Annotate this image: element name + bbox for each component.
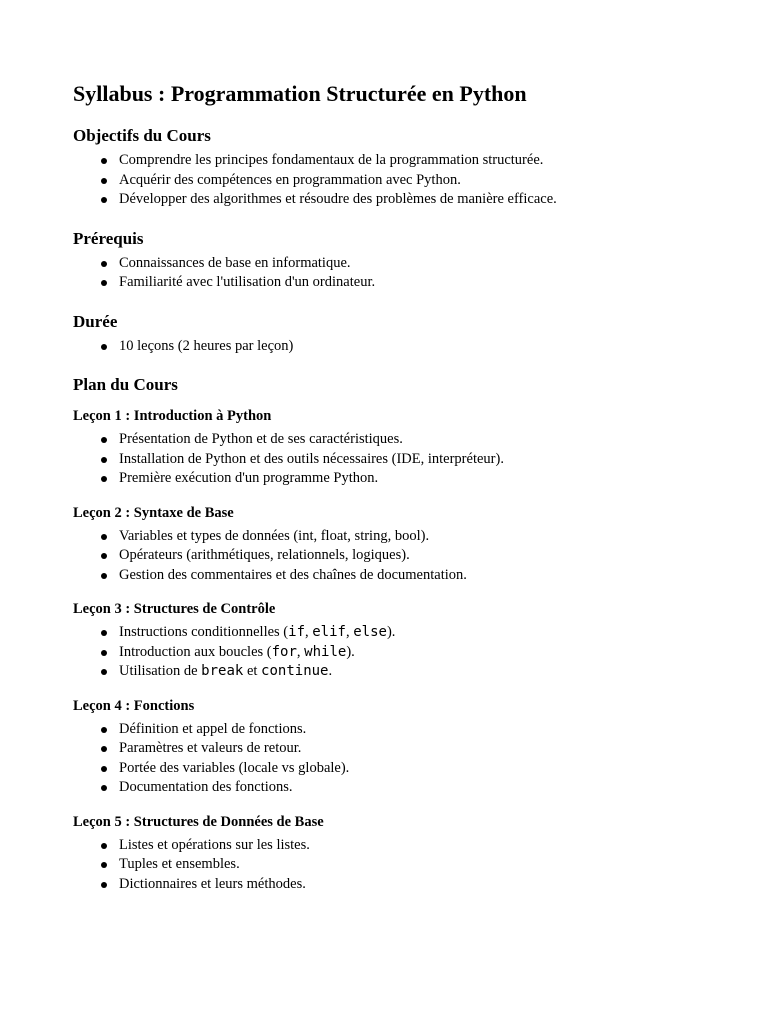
item-end: ). [346,643,355,660]
list-item: Variables et types de données (int, float, string, bool). [119,527,695,547]
item-text: Introduction aux boucles ( [119,643,272,660]
section-heading-objectifs: Objectifs du Cours [73,126,211,145]
code-keyword: elif [312,624,346,640]
code-keyword: break [201,663,244,679]
lesson-1 [73,406,695,489]
lesson-list [73,527,695,586]
list-item: 10 leçons (2 heures par leçon) [119,337,695,357]
lesson-4 [73,696,695,798]
duree-list [73,337,695,357]
item-separator: , [345,624,354,640]
lesson-title: Leçon 2 : Syntaxe de Base [73,504,234,521]
lesson-title: Leçon 5 : Structures de Données de Base [73,813,324,830]
list-item [119,643,695,663]
list-item: Listes et opérations sur les listes. [119,836,695,856]
list-item [119,662,695,682]
lesson-3 [73,599,695,682]
item-separator: , [296,643,305,660]
list-item [119,623,695,643]
list-item: Portée des variables (locale vs globale). [119,759,695,779]
list-item: Comprendre les principes fondamentaux de la programmation structurée. [119,151,695,171]
code-keyword: if [288,624,305,640]
code-keyword: continue [261,663,329,679]
list-item: Opérateurs (arithmétiques, relationnels, logiques). [119,546,695,566]
code-keyword: while [304,643,347,660]
item-separator: , [305,624,313,640]
item-separator: et [243,663,262,679]
list-item: Dictionnaires et leurs méthodes. [119,875,695,895]
lesson-list [73,623,695,682]
item-text: Instructions conditionnelles ( [119,624,289,640]
code-keyword: for [271,643,297,660]
lesson-list [73,720,695,798]
objectifs-list [73,151,695,210]
item-end: . [328,663,333,679]
list-item: Présentation de Python et de ses caractéristiques. [119,430,695,450]
item-end: ). [386,624,396,640]
list-item: Développer des algorithmes et résoudre des problèmes de manière efficace. [119,190,695,210]
list-item: Familiarité avec l'utilisation d'un ordinateur. [119,273,695,293]
section-heading-prerequis: Prérequis [73,228,144,248]
list-item: Tuples et ensembles. [119,855,695,875]
section-duree [73,311,695,357]
list-item: Installation de Python et des outils nécessaires (IDE, interpréteur). [119,450,695,470]
section-prerequis [73,228,695,293]
section-plan [73,374,695,894]
list-item: Acquérir des compétences en programmation avec Python. [119,171,695,191]
lesson-2 [73,503,695,586]
page-title: Syllabus : Programmation Structurée en Python [73,81,527,106]
list-item: Paramètres et valeurs de retour. [119,739,695,759]
item-text: Utilisation de [119,663,202,679]
prerequis-list [73,254,695,293]
lesson-list [73,836,695,895]
list-item: Connaissances de base en informatique. [119,254,695,274]
list-item: Gestion des commentaires et des chaînes de documentation. [119,566,695,586]
section-heading-duree: Durée [73,311,118,331]
list-item: Définition et appel de fonctions. [119,720,695,740]
lesson-list [73,430,695,489]
list-item: Documentation des fonctions. [119,778,695,798]
lesson-title: Leçon 1 : Introduction à Python [73,408,272,424]
lesson-title: Leçon 3 : Structures de Contrôle [73,601,276,617]
list-item: Première exécution d'un programme Python. [119,469,695,489]
lesson-title: Leçon 4 : Fonctions [73,697,195,714]
section-heading-plan: Plan du Cours [73,375,178,394]
section-objectifs [73,125,695,210]
lesson-5 [73,812,695,895]
code-keyword: else [353,624,387,640]
